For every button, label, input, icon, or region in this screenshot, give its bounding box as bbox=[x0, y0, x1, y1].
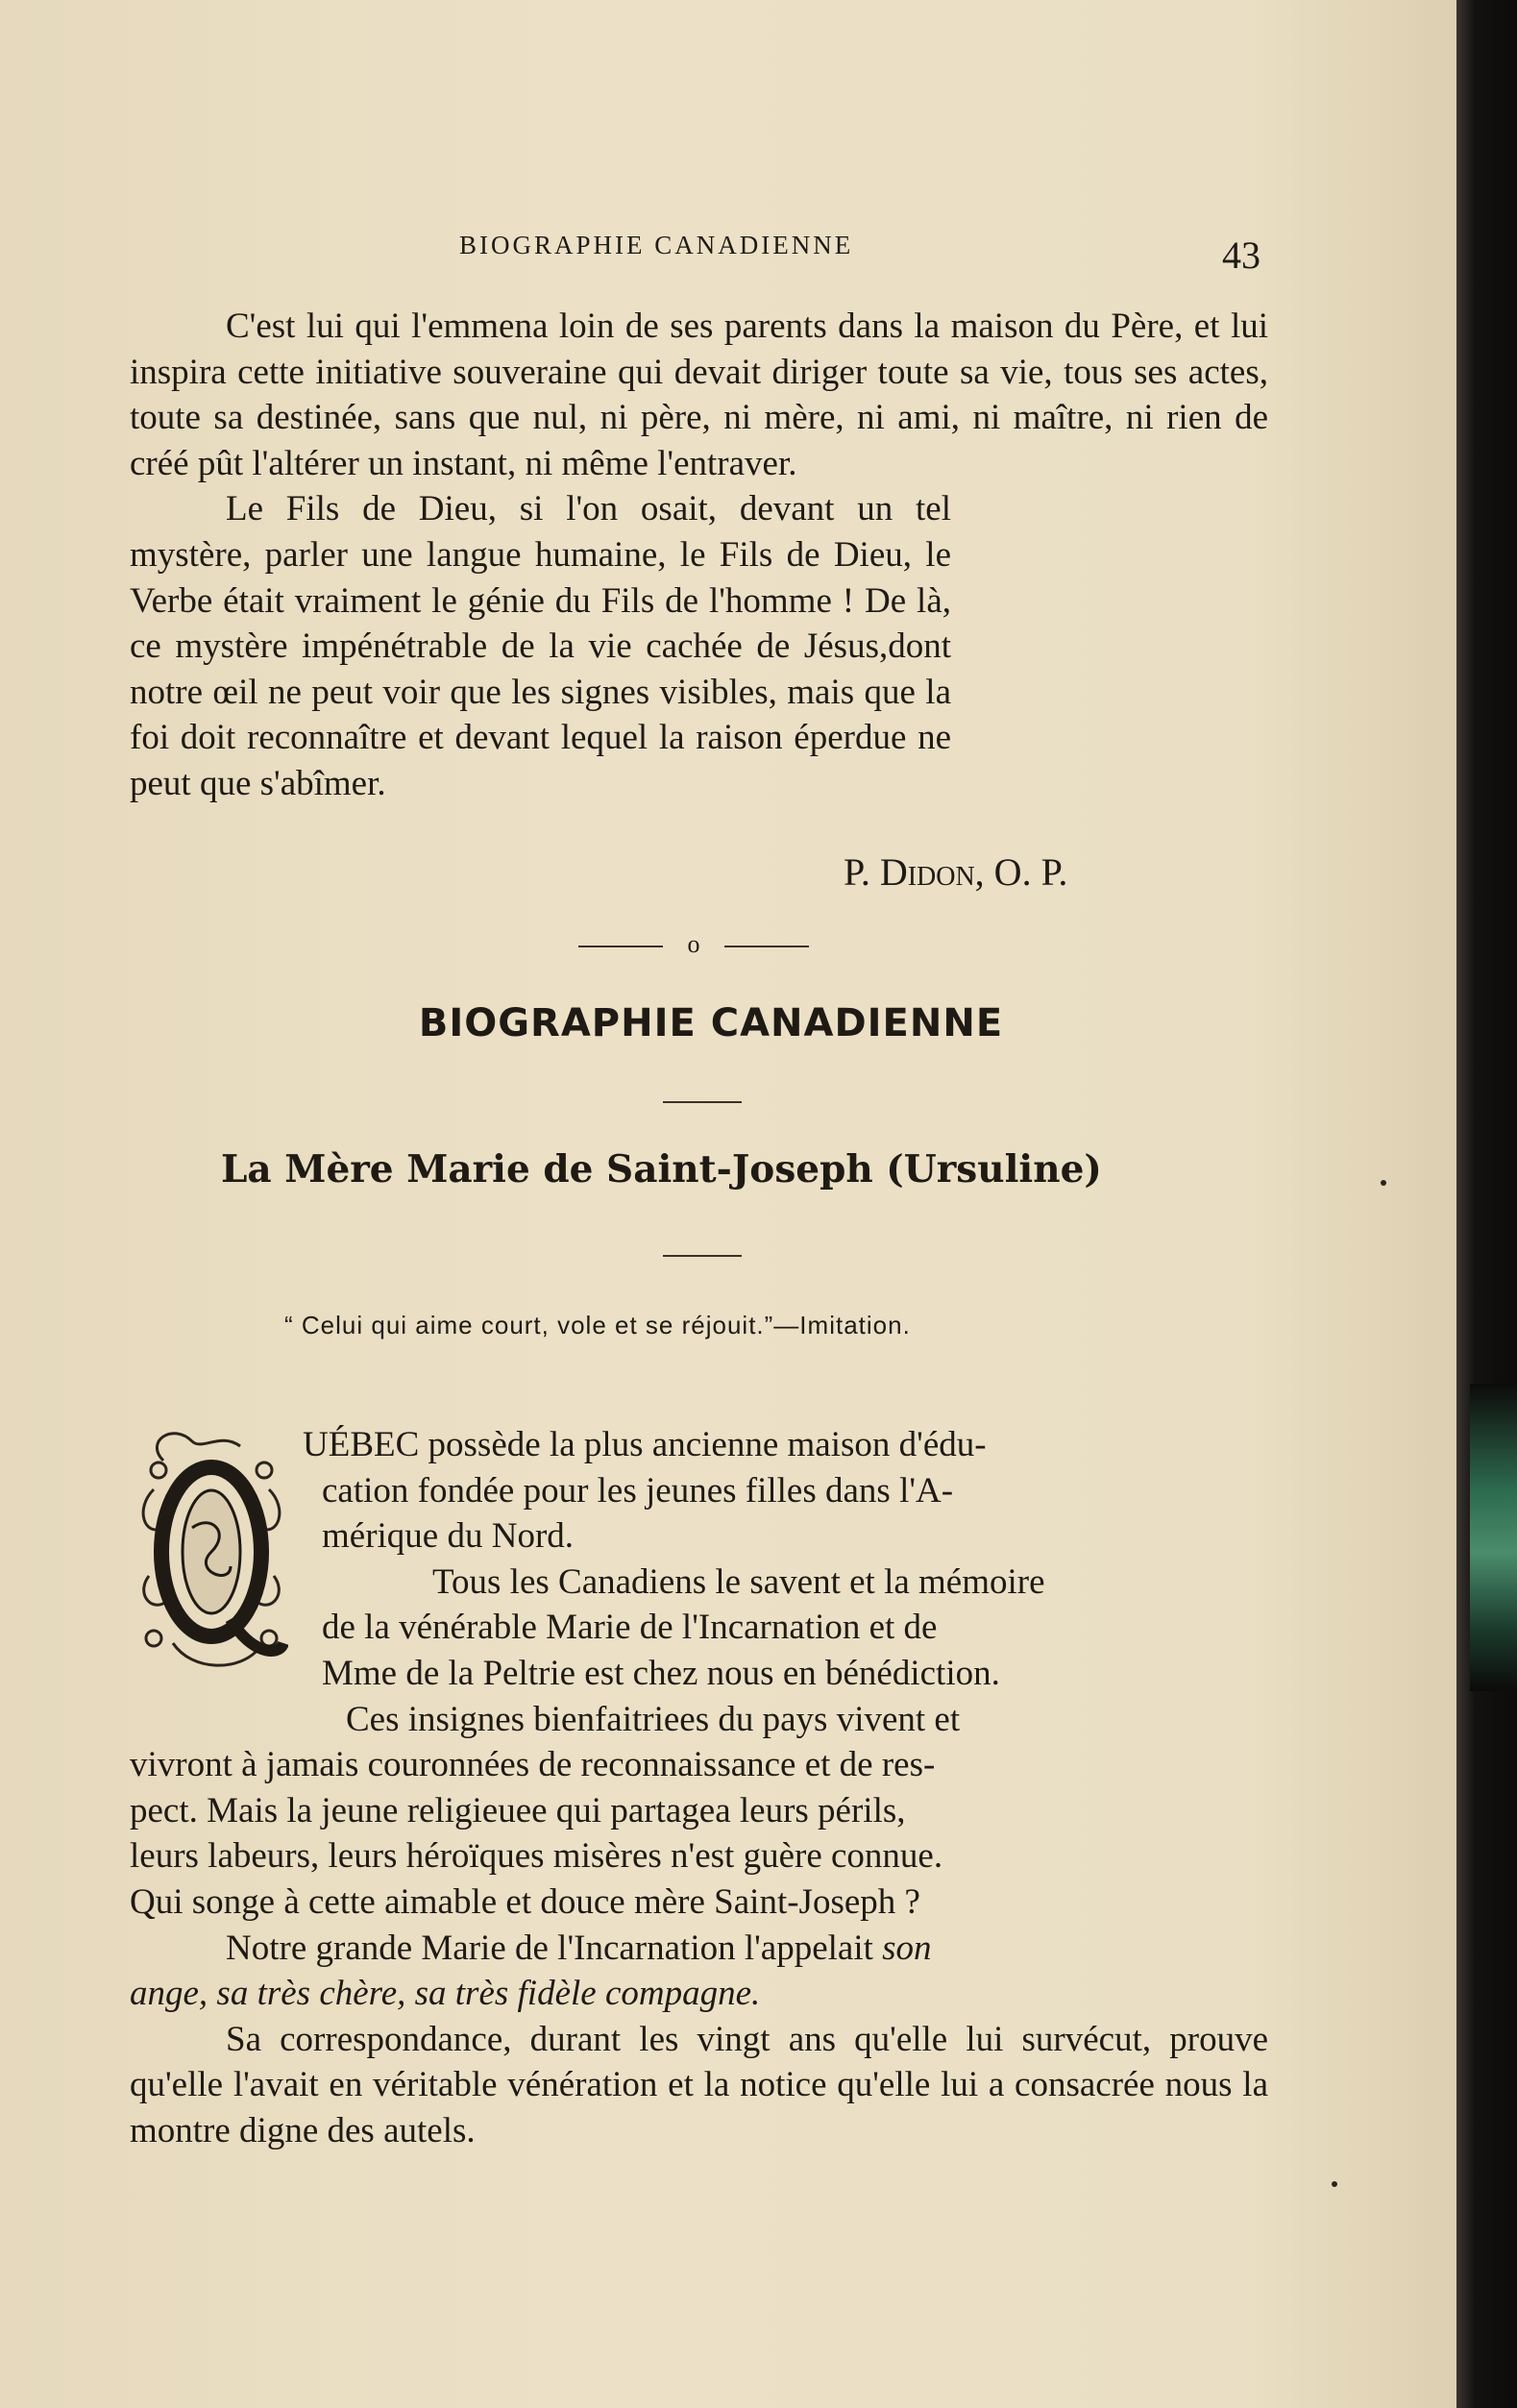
intro-paragraph-1: C'est lui qui l'emmena loin de ses parents dans la maison du Père, et lui inspira cette initiative souveraine qui devait diriger toute sa vie, tous ses actes, toute sa destinée, sans que nul, ni père, ni mère, ni ami, ni maître, ni rien de créé pût l'altérer un instant, ni même l'entraver. bbox=[130, 307, 1268, 483]
intro-paragraph-2: Le Fils de Dieu, si l'on osait, devant un tel mystère, parler une langue humaine, le Fils de Dieu, le Verbe était vraiment le génie du Fils de l'homme ! De là, ce mystère impénétrable de la vie cachée de Jésus,dont notre œil ne peut voir que les signes visibles, mais que la foi doit reconnaître et devant lequel la raison éperdue ne peut que s'abîmer. bbox=[130, 489, 951, 803]
running-title: BIOGRAPHIE CANADIENNE bbox=[459, 231, 854, 259]
article-line: Qui songe à cette aimable et douce mère Saint-Joseph ? bbox=[130, 1881, 920, 1922]
signature: P. Didon, O. P. bbox=[844, 850, 1068, 894]
article-line: UÉBEC possède la plus ancienne maison d'édu- bbox=[303, 1425, 987, 1464]
section-heading: BIOGRAPHIE CANADIENNE bbox=[418, 1001, 1004, 1045]
title-rule bbox=[663, 1255, 742, 1257]
heading-rule bbox=[663, 1101, 742, 1103]
article-line: Tous les Canadiens le savent et la mémoire bbox=[432, 1561, 1045, 1602]
drop-cap-letter: Q bbox=[211, 1576, 212, 1577]
article-last-paragraph: Sa correspondance, durant les vingt ans qu'elle lui survécut, prouve qu'elle l'avait en véritable vénération et la notice qu'elle lui a consacrée nous la montre digne des autels. bbox=[130, 2019, 1268, 2150]
margin-mark bbox=[1381, 1180, 1386, 1186]
article-line: cation fondée pour les jeunes filles dans l'A- bbox=[322, 1470, 954, 1511]
green-bookmark bbox=[1470, 1384, 1517, 1691]
article-line: de la vénérable Marie de l'Incarnation et de bbox=[322, 1608, 938, 1648]
page-number: 43 bbox=[1222, 233, 1260, 277]
article-line: Mme de la Peltrie est chez nous en bénédiction. bbox=[322, 1653, 1000, 1693]
italic-quote: ange, sa très chère, sa très fidèle compagne. bbox=[130, 1974, 761, 2014]
margin-mark bbox=[1332, 2181, 1337, 2187]
article-line: Ces insignes bienfaitriees du pays vivent et bbox=[346, 1699, 961, 1739]
article-title: La Mère Marie de Saint-Joseph (Ursuline) bbox=[221, 1147, 1102, 1192]
article-line: mérique du Nord. bbox=[322, 1516, 575, 1557]
article-line: leurs labeurs, leurs héroïques misères n'est guère connue. bbox=[130, 1836, 943, 1877]
italic-son: son bbox=[882, 1928, 932, 1968]
article-text bbox=[130, 1422, 1268, 2154]
article-line: vivront à jamais couronnées de reconnaissance et de res- bbox=[130, 1745, 936, 1785]
article-line: Notre grande Marie de l'Incarnation l'appelait bbox=[226, 1928, 873, 1968]
article-line: pect. Mais la jeune religieuee qui partagea leurs périls, bbox=[130, 1790, 906, 1831]
epigraph: “ Celui qui aime court, vole et se réjouit.”—Imitation. bbox=[284, 1311, 911, 1339]
separator: o bbox=[578, 930, 809, 959]
intro-text bbox=[130, 304, 1268, 807]
page-edge-shadow bbox=[1456, 0, 1517, 2408]
